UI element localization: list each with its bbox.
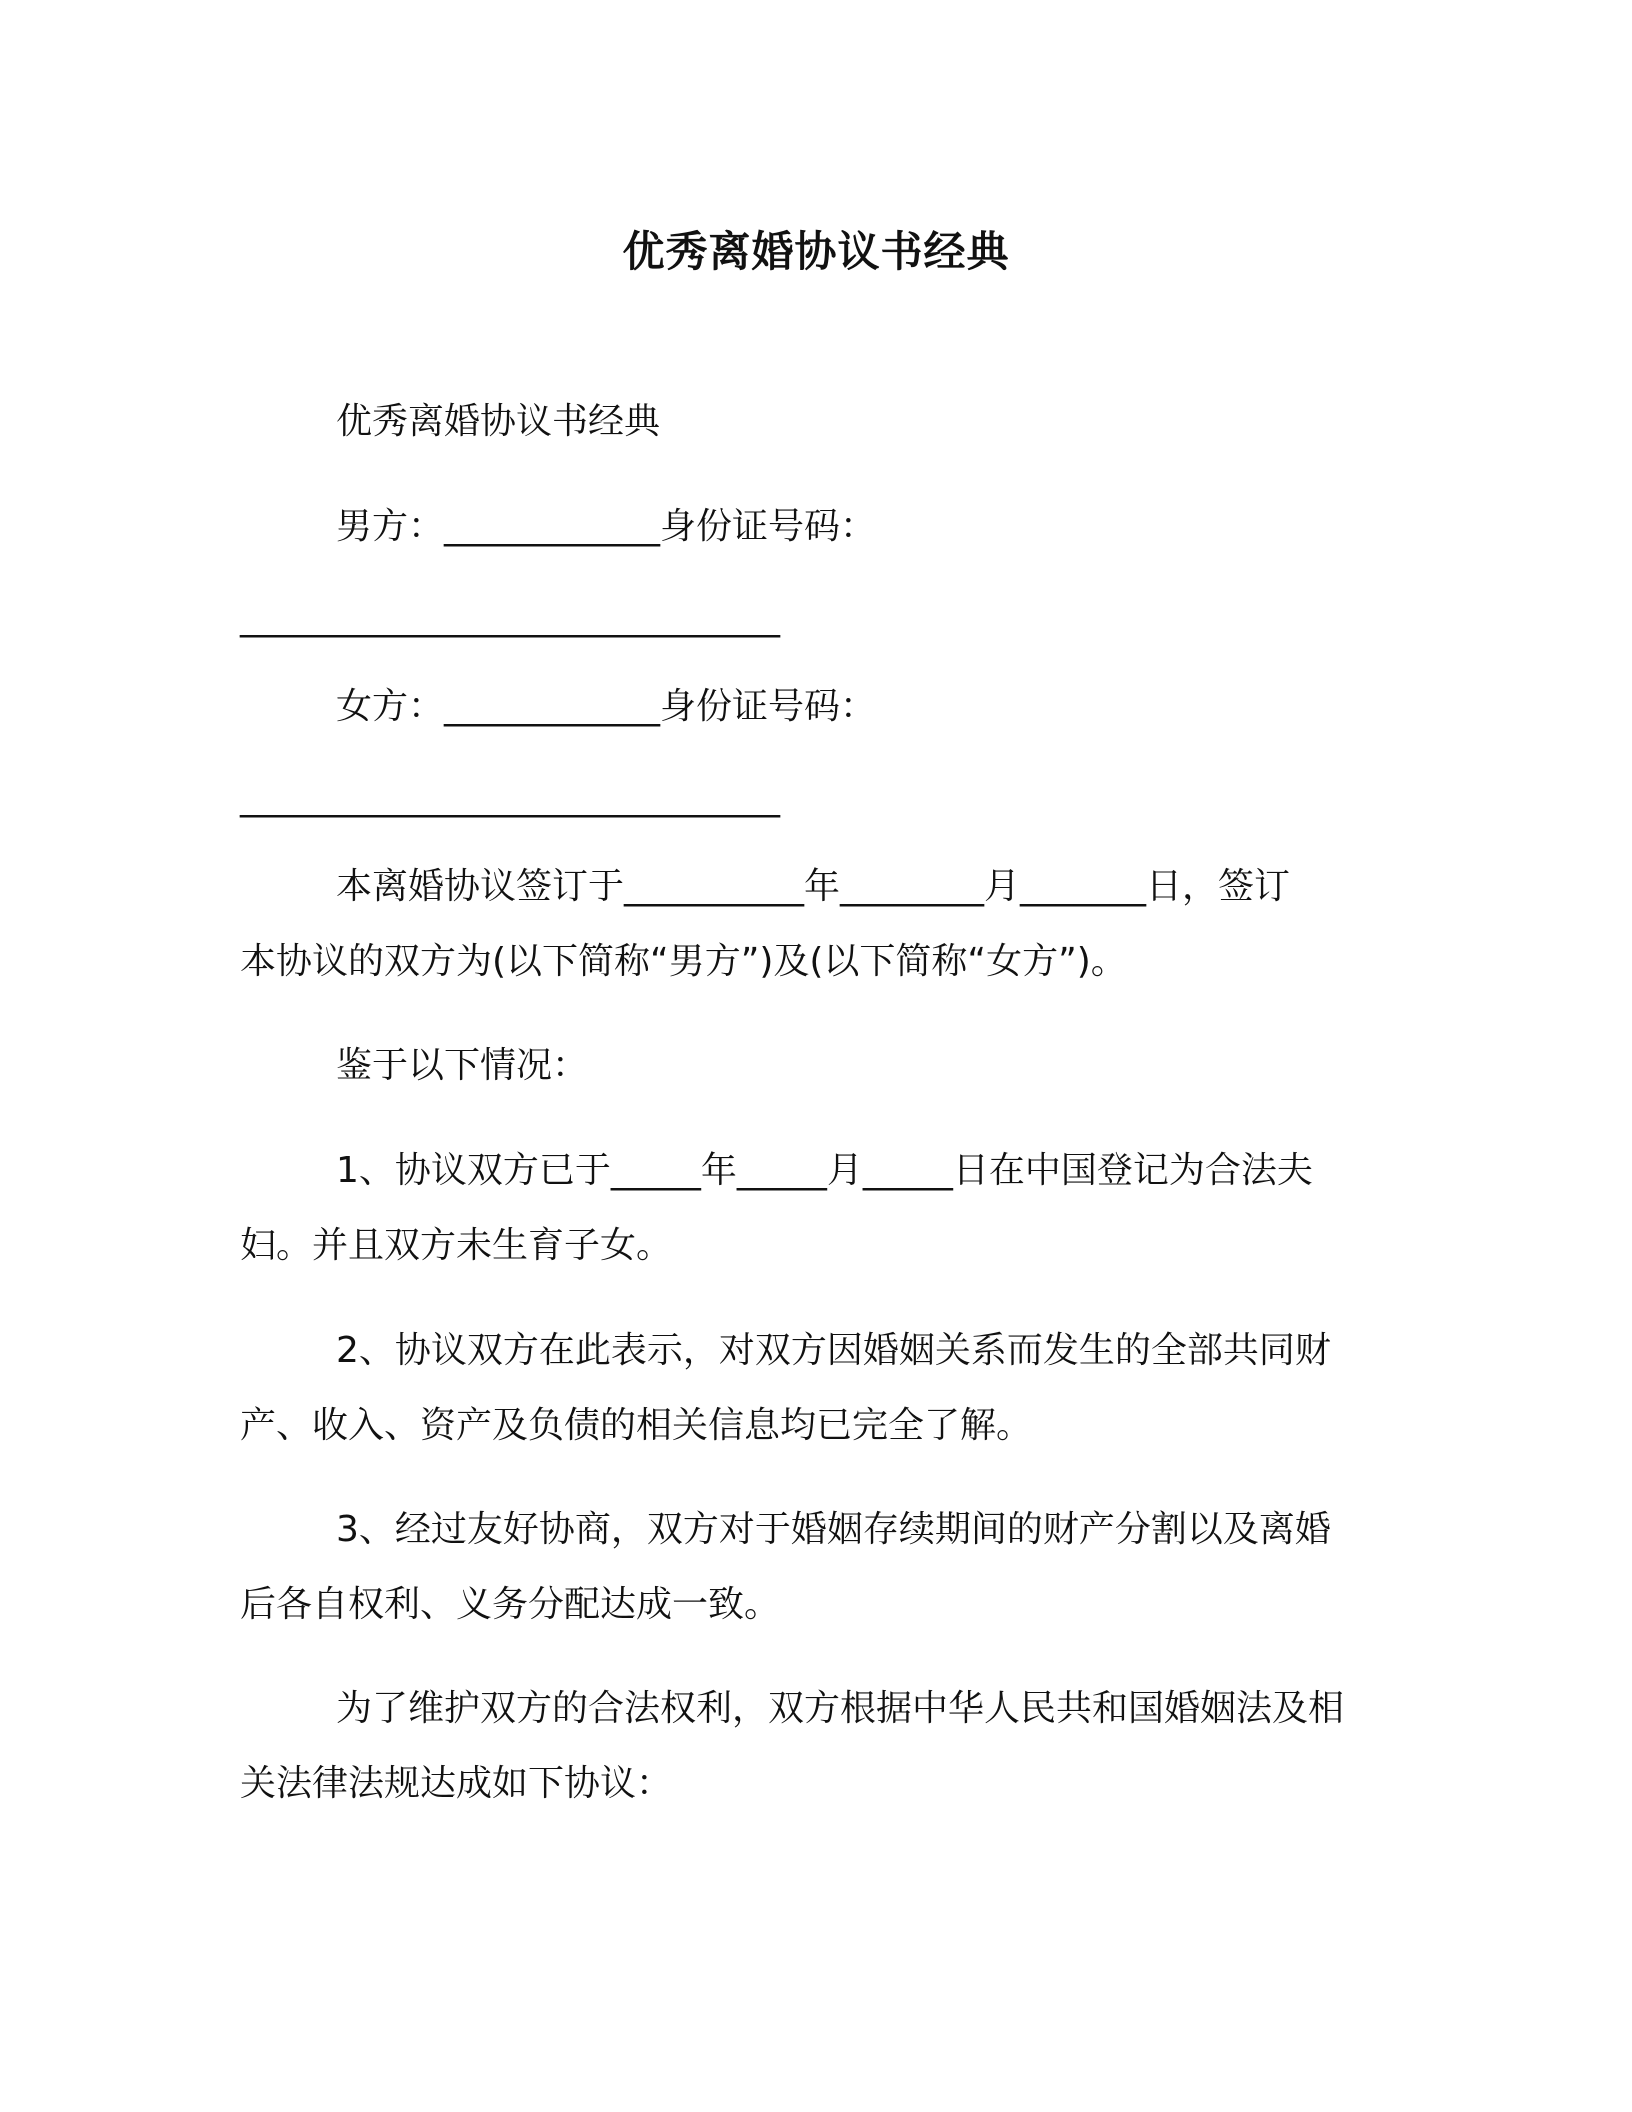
clause-2-line-2: 产、收入、资产及负债的相关信息均已完全了解。	[240, 1405, 1033, 1446]
clause-1-line-2: 妇。并且双方未生育子女。	[240, 1225, 673, 1266]
subtitle-line: 优秀离婚协议书经典	[336, 401, 661, 442]
female-party-line: 女方：____________身份证号码：	[336, 686, 877, 727]
agreement-date-line: 本离婚协议签订于__________年________月_______日，签订	[336, 866, 1291, 907]
document-title: 优秀离婚协议书经典	[622, 227, 1010, 276]
whereas-heading: 鉴于以下情况：	[336, 1045, 589, 1086]
clause-1-line-1: 1、协议双方已于_____年_____月_____日在中国登记为合法夫	[336, 1150, 1313, 1191]
clause-2-line-1: 2、协议双方在此表示，对双方因婚姻关系而发生的全部共同财	[336, 1330, 1331, 1371]
male-party-line: 男方：____________身份证号码：	[336, 506, 877, 547]
conclusion-line-2: 关法律法规达成如下协议：	[240, 1763, 673, 1804]
clause-3-line-2: 后各自权利、义务分配达成一致。	[240, 1584, 781, 1625]
conclusion-line-1: 为了维护双方的合法权利，双方根据中华人民共和国婚姻法及相	[336, 1688, 1345, 1729]
male-id-blank-line: ______________________________	[240, 597, 780, 638]
agreement-parties-line: 本协议的双方为(以下简称“男方”)及(以下简称“女方”)。	[240, 941, 1127, 982]
female-id-blank-line: ______________________________	[240, 777, 780, 818]
clause-3-line-1: 3、经过友好协商，双方对于婚姻存续期间的财产分割以及离婚	[336, 1509, 1331, 1550]
